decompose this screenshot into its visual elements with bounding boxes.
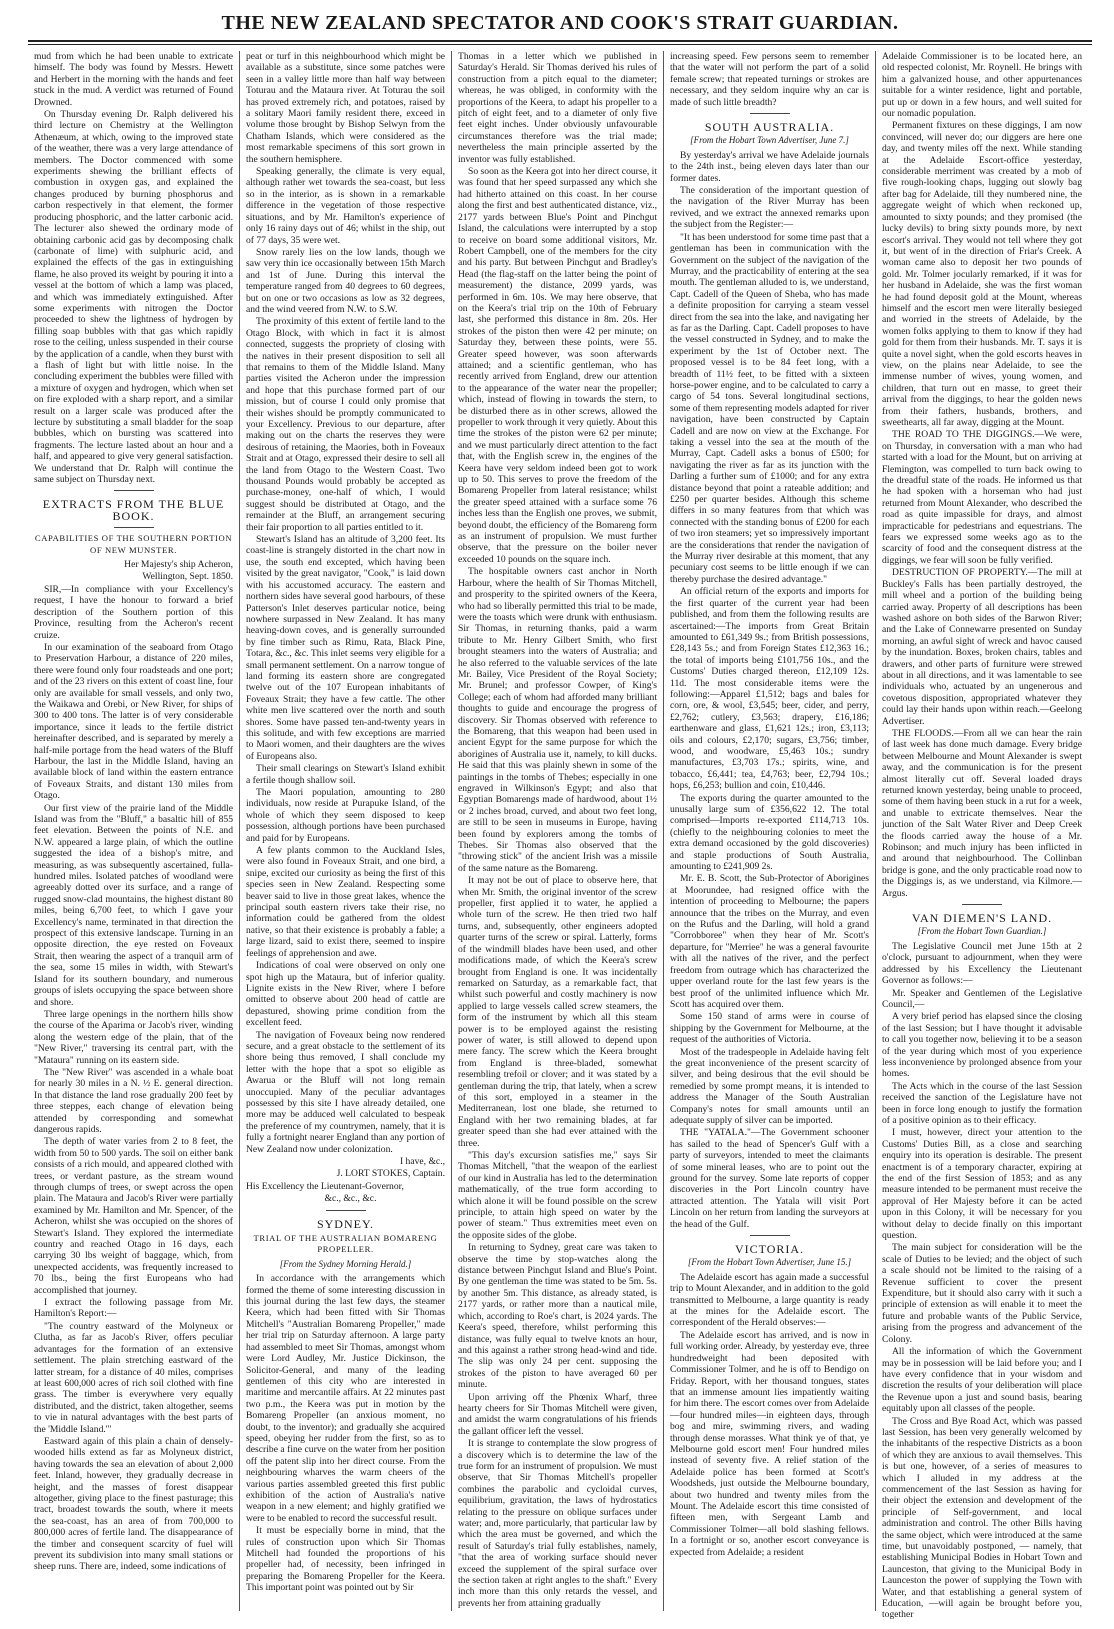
column-5 xyxy=(876,51,1088,1621)
paragraph: Indications of coal were observed on only one spot high up the Mataura, but of inferior quality. Lignite exists in the New River, where I before omitted to observe about 200 head of cattle are depastured, showing prime condition from the excellent feed. xyxy=(246,960,445,1029)
column-3 xyxy=(452,51,664,1611)
paragraph: THE ROAD TO THE DIGGINGS.—We were, on Thursday, in conversation with a man who had started with a load for the Mount, but on arriving at Flemington, was compelled to turn back owing to the dreadful state of the roads. He informed us that he had spoken with a horseman who had just returned from Mount Alexander, who described the road as quite impassible for drays, and almost impracticable for pedestrians and equestrians. The fears we expressed some weeks ago as to the scarcity of food and the consequent distress at the diggings, we fear will soon be fully verified. xyxy=(882,429,1082,566)
section-title: SOUTH AUSTRALIA. xyxy=(704,120,835,135)
paragraph: The consideration of the important question of the navigation of the River Murray has been revived, and we extract the annexed remarks upon the subject from the Register:— xyxy=(670,185,869,231)
paragraph: Three large openings in the northern hills show the course of the Aparima or Jacob's river, winding along the western edge of the plain, that of the "New River," traversing its central part, with the "Mataura" running on its eastern side. xyxy=(34,1008,233,1066)
section-title: VAN DIEMEN'S LAND. xyxy=(911,911,1053,926)
sub-title: CAPABILITIES OF THE SOUTHERN PORTION OF NEW MUNSTER. xyxy=(34,533,233,555)
masthead-rule xyxy=(28,40,1092,45)
paragraph: It must be especially borne in mind, that the rules of construction upon which Sir Thomas Mitchell had founded the proportions of his propeller had, of necessity, been infringed in preparing the Bomareng Propeller for the Keera. This important point was pointed out by Sir xyxy=(246,1525,445,1594)
paragraph: Permanent fixtures on these diggings, I am now convinced, will never do; our diggers are here one day, and twenty miles off the next. While standing at the Adelaide Escort-office yesterday, considerable merriment was created by a mob of five rough-looking chaps, lugging out slowly bag after bag for Adelaide, till they numbered nine, the aggregate weight of which when reckoned up, amounted to sixty pounds; and they promised (the lucky devils) to bring sixty pounds more, by next escort's arrival. They would not tell where they got it, but went of in the direction of Friar's Creek. A woman came also to deposit her two pounds of gold. Mr. Tolmer jocularly remarked, if it was for her husband in Adelaide, she was the first woman he had found deposit gold at the Mount, whereas himself and the escort men were literally besieged and worried in the streets of Adelaide, by the women folks applying to them to know if they had gold for them from their husbands. Mr. T. says it is quite a novel sight, when the gold escorts heaves in view, on the plains near Adelaide, to see the immense number of wives, young women, and children, that turn out en masse, to greet their arrival from the diggings, to hear the golden news from their fathers, husbands, brothers, and sweethearts, all far away, digging at the Mount. xyxy=(882,120,1082,428)
divider xyxy=(750,1235,790,1236)
divider xyxy=(750,113,790,114)
paragraph: "This day's excursion satisfies me," says Sir Thomas Mitchell, "that the weapon of the earliest of our kind in Australia has led to the determination mathematically, of the true form according to which alone it will be found possible on the screw principle, to attain high speed on water by the power of steam." Thus extremities meet even on the opposite sides of the globe. xyxy=(458,1150,657,1241)
columns xyxy=(28,51,1092,1621)
paragraph: The Maori population, amounting to 280 individuals, now reside at Purapuke Island, of the whole of which they seem disposed to keep possession, although portions have been purchased and paid for by Europeans. xyxy=(246,787,445,844)
paragraph: Mr. Speaker and Gentlemen of the Legislative Council,— xyxy=(882,987,1082,1010)
paragraph: "The country eastward of the Molyneux or Clutha, as far as Jacob's River, offers peculiar advantages for the formation of an extensive settlement. The plain stretching eastward of the latter stream, for a distance of 40 miles, comprises at least 600,000 acres of rich soil clothed with fine grass. The timber is everywhere very equally distributed, and the district, taken altogether, seems to vie in natural advantages with the best parts of the 'Middle Island.'" xyxy=(34,1320,233,1435)
paragraph: Eastward again of this plain a chain of densely-wooded hills extend as far as Molyneux district, having towards the sea an elevation of about 2,000 feet. Inland, however, they gradually decrease in height, and the masses of forest disappear altogether, giving place to the finest pasturage; this tract, broadest towards the south, where it meets the sea-coast, has an area of from 700,000 to 800,000 acres of fertile land. The disappearance of the timber and consequent scarcity of fuel will prevent its subdivision into many small stations or sheep runs. There are, indeed, some indications of xyxy=(34,1435,233,1573)
paragraph: I extract the following passage from Mr. Hamilton's Report:— xyxy=(34,1297,233,1320)
ship-line: Her Majesty's ship Acheron, xyxy=(124,559,233,571)
column-4 xyxy=(664,51,876,1611)
paragraph: The navigation of Foveaux being now rendered secure, and a great obstacle to the settlement of its shore being thus removed, I shall conclude my letter with the hope that a spot so eligible as Awarua or the Bluff will not long remain unoccupied. Many of the peculiar advantages possessed by this site I have already detailed, one more may be adduced well calculated to bespeak the preference of my countrymen, namely, that it is fully a fortnight nearer England than any portion of New Zealand now under colonization. xyxy=(246,1029,445,1155)
paragraph: The Adelaide escort has again made a successful trip to Mount Alexander, and in addition to the gold transmitted to Melbourne, a large quantity is ready at the mines for the Adelaide escort. The correspondent of the Herald observes:— xyxy=(670,1271,869,1329)
paragraph: Thomas in a letter which we published in Saturday's Herald. Sir Thomas derived his rules of construction from a pitch equal to the diameter; whereas, he was obliged, in conformity with the proportions of the Keera, to adapt his propeller to a pitch of eight feet, and to a diameter of only five feet eight inches. Under obviously unfavourable circumstances therefore was the trial made; nevertheless the main principle asserted by the inventor was fully established. xyxy=(458,51,657,165)
paragraph: Most of the tradespeople in Adelaide having felt the great inconvenience of the present scarcity of silver, and being desirous that the evil should be remedied by some prompt means, it is intended to address the Manager of the South Australian Company's notes for small amounts until an adequate supply of silver can be imported. xyxy=(670,1046,869,1126)
paragraph: All the information of which the Government may be in possession will be laid before you; and I have every confidence that in your wisdom and discretion the results of your deliberation will place the Revenue upon a just and sound basis, bearing equitably upon all classes of the people. xyxy=(882,1346,1082,1415)
addressee: His Excellency the Lieutenant-Governor, xyxy=(246,1180,404,1192)
paragraph: The Acts which in the course of the last Session received the sanction of the Legislature have not been in force long enough to justify the formation of a positive opinion as to their efficacy. xyxy=(882,1080,1082,1126)
sub-title: TRIAL OF THE AUSTRALIAN BOMARENG PROPELLER. xyxy=(253,1233,438,1255)
paragraph: The main subject for consideration will be the scale of Duties to be levied; and the object of such a scale should not be limited to the raising of a Revenue sufficient to cover the present Expenditure, but it should also carry with it such a principle of extension as will enable it to meet the future and probable wants of the Public Service, arising from the progress and advancement of the Colony. xyxy=(882,1242,1082,1345)
divider xyxy=(114,527,154,528)
paragraph: It is strange to contemplate the slow progress of a discovery which is to determine the law of the true form for an instrument of propulsion. We must observe, that Sir Thomas Mitchell's propeller combines the parabolic and cycloidal curves, equilibrium, gravitation, the laws of hydrostatics relating to the pressure on oblique surfaces under water; and, more particularly, that particular law by which the area must be governed, and which the result of Saturday's trial fully establishes, namely, "that the area of working surface should never exceed the supplement of the spiral surface over the section taken at right angles to the shaft." Every inch more than this only retards the vessel, and prevents her from attaining gradually xyxy=(458,1438,657,1609)
paragraph: Speaking generally, the climate is very equal, although rather wet towards the sea-coast, but less so in the interior, as is shown in a remarkable difference in the vegetation of those respective situations, and by Mr. Hamilton's experience of only 16 rainy days out of 46; whilst in the ship, out of 77 days, 35 were wet. xyxy=(246,166,445,246)
paragraph: "It has been understood for some time past that a gentleman has been in communication with the Government on the subject of the navigation of the Murray, and the practicability of entering at the sea mouth. The gentleman alluded to is, we understand, Capt. Cadell of the Queen of Sheba, who has made a definite proposition for carrying a steam vessel direct from the sea into the lake, and navigating her as far as the Darling. Capt. Cadell proposes to have the vessel constructed in Sydney, and to make the experiment by the 1st of October next. The proposed vessel is to be 84 feet long, with a breadth of 11½ feet, to be fitted with a sixteen horse-power engine, and to be calculated to carry a cargo of 54 tons. Several longitudinal sections, some of them representing models adapted for river navigation, have been constructed by Captain Cadell and are now on view at the Exchange. For taking a vessel into the sea at the mouth of the Murray, Capt. Cadell asks a bonus of £500; for navigating the river as far as its junction with the Darling a further sum of £1000; and for any extra distance beyond that point a rateable addition; and £250 per quarter besides. Although this scheme differs in so many features from that which was connected with the standing bonus of £200 for each of two iron steamers; yet so impressively important are the considerations that render the navigation of the Murray river desirable at this moment, that any pecuniary cost seems to be little enough if we can thereby purchase the desired advantage." xyxy=(670,231,869,585)
paragraph: The Adelaide escort has arrived, and is now in full working order. Already, by yesterday eve, three hundredweight had been deposited with Commissioner Tolmer, and he is off to Bendigo on Friday. Report, with her thousand tongues, states that an immense amount lies impatiently waiting for him there. The escort comes over from Adelaide—four hundred miles—in eighteen days, through bog and mire, swimming rivers, and wading through dense morasses. What think ye of that, ye Melbourne gold escort men! Four hundred miles instead of seventy five. A relief station of the Adelaide police has been formed at Scott's Woodsheds, just outside the Melbourne boundary, about two hundred and twenty miles from the Mount. The Adelaide escort this time consisted of fifteen men, with Sergeant Lamb and Commissioner Tolmer—all bold slashing fellows. In a fortnight or so, another escort conveyance is expected from Adelaide; a resident xyxy=(670,1329,869,1558)
paragraph: peat or turf in this neighbourhood which might be available as a substitute, since some patches were seen in a valley little more than half way between Toturau and the Mataura river. At Toturau the soil has proved extremely rich, and potatoes, raised by a solitary Maori family resident there, exceed in volume those brought by Bishop Selwyn from the Chatham Islands, which were considered as the most remarkable specimens of this sort grown in the southern hemisphere. xyxy=(246,51,445,165)
signature-line: I have, &c., xyxy=(399,1156,445,1167)
paragraph: The Cross and Bye Road Act, which was passed last Session, has been very generally welcomed by the inhabitants of the respective Districts as a boon of which they are anxious to avail themselves. This is but one, however, of a series of measures to which I alluded in my address at the commencement of the last Session as having for their object the extension and development of the principle of Self-government, and local administration and control. The other Bills having the same object, which were introduced at the same time, but unavoidably postponed, — namely, that establishing Municipal Bodies in Hobart Town and Launceston, that giving to the Municipal Body in Launceston the power of supplying the Town with Water, and that establishing a general system of Education, —will again be brought before you, together xyxy=(882,1415,1082,1621)
paragraph: Stewart's Island has an altitude of 3,200 feet. Its coast-line is strangely distorted in the chart now in use, the south end excepted, which having been visited by the great navigator, "Cook," is laid down with his accustomed accuracy. The eastern and northern sides have several good harbours, of these Patterson's Inlet deserves particular notice, being nowhere surpassed in New Zealand. It has many heaving-down coves, and is generally surrounded by fine timber such as Rimu, Rata, Black Pine, Totara, &c., &c. This inlet seems very eligible for a small permanent settlement. On a narrow tongue of land forming its eastern shore are congregated twelve out of the 107 European inhabitants of Foveaux Strait; they have a few cattle. The other white men live scattered over the north and south shores. Some have passed ten-and-twenty years in this solitude, and with few exceptions are married to Maori women, and their daughters are the wives of Europeans also. xyxy=(246,534,445,762)
column-2 xyxy=(240,51,452,1611)
source-line: [From the Hobart Town Guardian.] xyxy=(917,926,1047,937)
source-line: [From the Sydney Morning Herald.] xyxy=(279,1258,412,1269)
paragraph: A few plants common to the Auckland Isles, were also found in Foveaux Strait, and one bird, a snipe, excited our curiosity as being the first of this species seen in New Zealand. Respecting some beaver said to live in those great lakes, whence the principal south eastern rivers take their rise, no information could be gathered from the oldest native, so that their existence is probably a fable; a large lizard, said to exist there, seemed to inspire feelings of apprehension and awe. xyxy=(246,845,445,959)
paragraph: THE "YATALA."—The Government schooner has sailed to the head of Spencer's Gulf with a party of surveyors, intended to meet the claimants of some mineral leases, who are to point out the ground for the survey. Some late reports of copper discoveries in the Port Lincoln country have attracted attention. The Yatala will visit Port Lincoln on her return from landing the surveyors at the head of the Gulf. xyxy=(670,1127,869,1230)
paragraph: Mr. E. B. Scott, the Sub-Protector of Aborigines at Moorundee, had resigned office with the intention of proceeding to Melbourne; the papers announce that the tribes on the Murray, and even on the Rufus and the Darling, will hold a grand "Corrobboree" when they hear of Mr. Scott's departure, for "Merriee" he was a general favourite with all the natives of the river, and the perfect freedom from outrage which has characterized the upper overland route for the last few years is the best proof of the unlimited influence which Mr. Scott has acquired over them. xyxy=(670,873,869,1010)
paragraph: Adelaide Commissioner is to be located here, an old respected colonist, Mr. Roynell. He brings with him a galvanized house, and other appurtenances suitable for a winter residence, light and portable, put up or down in a few hours, and well suited for our nomadic population. xyxy=(882,51,1082,120)
paragraph: The Legislative Council met June 15th at 2 o'clock, pursuant to adjournment, when they were addressed by his Excellency the Lieutenant Governor as follows:— xyxy=(882,940,1082,987)
divider xyxy=(962,904,1002,905)
paragraph: SIR,—In compliance with your Excellency's request, I have the honour to forward a brief description of the Southern portion of this Province, resulting from the Acheron's recent cruize. xyxy=(34,583,233,641)
paragraph: Some 150 stand of arms were in course of shipping by the Government for Melbourne, at the request of the authorities of Victoria. xyxy=(670,1011,869,1046)
paragraph: The "New River" was ascended in a whale boat for nearly 30 miles in a N. ½ E. general direction. In that distance the land rose gradually 200 feet by three steppes, each change of elevation being attended by corresponding and somewhat dangerous rapids. xyxy=(34,1066,233,1135)
section-title: SYDNEY. xyxy=(316,1216,375,1231)
paragraph: THE FLOODS.—From all we can hear the rain of last week has done much damage. Every bridge between Melbourne and Mount Alexander is swept away, and the communication is for the present almost literally cut off. Several loaded drays returned known yesterday, being unable to proceed, some of them having been stuck in a rut for a week, and unable to extricate themselves. Near the junction of the Salt Water River and Deep Creek the floods carried away the house of a Mr. Robinson; and much injury has been inflicted in and around that neighbourhood. The Collinban bridge is gone, and the only practicable road now to the Diggings is, as we understand, via Kilmore.—Argus. xyxy=(882,727,1082,899)
divider xyxy=(114,490,154,491)
paragraph: I must, however, direct your attention to the Customs' Duties Bill, as a close and searching enquiry into its operation is desirable. The present enactment is of a temporary character, expiring at the end of the first Session of 1853; and as any measure intended to be permanent must receive the approval of Her Majesty before it can be acted upon in this Colony, it will be necessary for you without delay to decide finally on this important question. xyxy=(882,1127,1082,1242)
paragraph: In our examination of the seaboard from Otago to Preservation Harbour, a distance of 220 miles, there were found only four roadsteads and one port; and of the 23 rivers on this extent of coast line, four only are available for small vessels, and only two, the Waikawa and Orebi, or New River, for ships of 300 to 400 tons. The latter is of very considerable importance, since it leads to the fertile district hereinafter described, and is separated by merely a half-mile portage from the head waters of the Bluff Harbour, the last in the Middle Island, having an available block of land within the eastern entrance of Foveaux Straits, and distant 130 miles from Otago. xyxy=(34,641,233,802)
paragraph: So soon as the Keera got into her direct course, it was found that her speed surpassed any which she had hitherto attained on this coast. In her course along the first and best authenticated distance, viz., 2177 yards between Blue's Point and Pinchgut Island, the calculations were interrupted by a stop to receive on board some additional visitors, Mr. Robert Campbell, one of the members for the city and his party. But between Pinchgut and Bradley's Head (the flag-staff on the latter being the point of measurement) the distance, 2099 yards, was performed in 6m. 10s. We may here observe, that on the Keera's trial trip on the 10th of February last, she performed this distance in 8m. 20s. Her strokes of the piston then were 42 per minute; on Saturday they, between these points, were 55. Greater speed however, was soon afterwards attained; and a scientific gentleman, who has recently arrived from England, drew our attention to the appearance of the water near the propeller; which, instead of flowing in towards the stern, to be disturbed there as in other screws, allowed the propeller to work through it very quietly. About this time the strokes of the piston were 62 per minute; and we must particularly direct attention to the fact that, with the English screw in, the engines of the Keera have very seldom indeed been got to work up to 50. This serves to prove the freedom of the Bomareng Propeller from lateral resistance; whilst the greater speed attained with a surface some 76 inches less than the English one proves, we submit, beyond doubt, the efficiency of the Bomareng form as an instrument of propulsion. We must further observe, that the pressure on the boiler never exceeded 10 pounds on the square inch. xyxy=(458,166,657,565)
source-line: [From the Hobart Town Advertiser, June 7.] xyxy=(690,135,849,146)
paragraph: Their small clearings on Stewart's Island exhibit a fertile though shallow soil. xyxy=(246,763,445,786)
column-1 xyxy=(28,51,240,1611)
paragraph: Snow rarely lies on the low lands, though we saw very thin ice occasionally between 15th March and 1st of June. During this interval the temperature ranged from 40 degrees to 60 degrees, but on one or two occasions as low as 32 degrees, and the wind veered from N.W. to S.W. xyxy=(246,246,445,315)
paragraph: The proximity of this extent of fertile land to the Otago Block, with which in fact it is almost connected, suggests the propriety of closing with the natives in their present disposition to sell all that remains to them of the Middle Island. Many parties visited the Acheron under the impression and hope that this purchase formed part of our mission, but of course I could only promise that their wishes should be promptly communicated to your Excellency. Previous to our departure, after making out on the charts the reserves they were desirous of retaining, the Maories, both in Foveaux Strait and at Otago, expressed their desire to sell all the land from Otago to the Western Coast. Two thousand Pounds would probably be accepted as purchase-money, one-half of which, I would suggest should be distributed at Otago, and the remainder at the Bluff, an arrangement securing their fair proportion to all parties entitled to it. xyxy=(246,316,445,533)
section-title: EXTRACTS FROM THE BLUE BOOK. xyxy=(42,497,225,523)
addressee-etc: &c., &c., &c. xyxy=(324,1193,377,1205)
paragraph: By yesterday's arrival we have Adelaide journals to the 24th inst., being eleven days later than our former dates. xyxy=(670,149,869,184)
paragraph: On Thursday evening Dr. Ralph delivered his third lecture on Chemistry at the Wellington Athenæum, at which, owing to the improved state of the weather, there was a very large attendance of members. The Doctor commenced with some experiments shewing the brilliant effects of combustion in oxygen gas, and explained the changes produced by burning phosphorus and carbon respectively in that element, the former producing phosphoric, and the latter carbonic acid. The lecturer also shewed the ordinary mode of obtaining carbonic acid gas by decomposing chalk (carbonate of lime) with sulphuric acid, and explained the effects of the gas in extinguishing flame, he also proved its weight by pouring it into a vessel at the bottom of which a lamp was placed, and which was immediately extinguished. After some experiments with nitrogen the Doctor proceeded to shew the lightness of hydrogen by filling soap bubbles with that gas which rapidly rose to the ceiling, unless suspended in their course by the application of a candle, when they burst with a flash of light but with little noise. In the concluding experiment the bubbles were filled with a mixture of oxygen and hydrogen, which when set on fire exploded with a sharp report, and a similar result on a larger scale was produced after the lecture by substituting a small bladder for the soap bubbles, which on bursting was scattered into fragments. The lecture lasted about an hour and a half, and appeared to give very general satisfaction. We understand that Dr. Ralph will continue the same subject on Thursday next. xyxy=(34,109,233,486)
signature-name: J. LORT STOKES, Captain. xyxy=(336,1168,445,1180)
paragraph: Our first view of the prairie land of the Middle Island was from the "Bluff," a basaltic hill of 855 feet elevation. Between the points of N.E. and N.W. appeared a large plain, of which the outline suggested the idea of a bishop's mitre, and measuring, as was subsequently ascertained, fulla-hundred miles. Isolated patches of woodland were agreeably dotted over its surface, and a range of rugged snow-clad mountains, the highest distant 80 miles, being 6,700 feet, to which I gave your Excellency's name, terminated in that direction the prospect of this extensive landscape. Turning in an opposite direction, the eye rested on Foveaux Strait, then wearing the aspect of a tranquil arm of the sea, some 15 miles in width, with Stewart's Island for its southern boundary, and numerous groups of islets occupying the space between shore and shore. xyxy=(34,802,233,1008)
source-line: [From the Hobart Town Advertiser, June 15.] xyxy=(687,1257,852,1268)
paragraph: mud from which he had been unable to extricate himself. The body was found by Messrs. Hewett and Herbert in the morning with the hands and feet stuck in the mud. A verdict was returned of Found Drowned. xyxy=(34,51,233,108)
paragraph: In returning to Sydney, great care was taken to observe the time by stop-watches along the distance between Pinchgut Island and Blue's Point. By one gentleman the time was stated to be 5m. 5s. by another 5m. This distance, as already stated, is 2177 yards, or rather more than a nautical mile, which, according to Roe's chart, is 2024 yards. The Keera's speed, therefore, whilst performing this distance, was fully equal to twelve knots an hour, and this against a rather strong head-wind and tide. The slip was only 24 per cent. supposing the strokes of the piston to have averaged 60 per minute. xyxy=(458,1242,657,1391)
paragraph: A very brief period has elapsed since the closing of the last Session; but I have thought it advisable to call you together now, believing it to be a season of the year during which most of you experience less inconvenience by prolonged absence from your homes. xyxy=(882,1011,1082,1080)
paragraph: The depth of water varies from 2 to 8 feet, the width from 50 to 500 yards. The soil on either bank consists of a rich mould, and appeared clothed with trees, or verdant pasture, as the stream wound through clumps of trees, or swept across the open plain. The Mataura and Jacob's River were partially examined by Mr. Hamilton and Mr. Spencer, of the Acheron, whilst she was occupied on the shores of Stewart's Island. They explored the intermediate country and reached Otago in 16 days, each carrying 30 lbs weight of baggage, which, from unexpected accidents, was frequently increased to 70 lbs., being the first Europeans who had accomplished that journey. xyxy=(34,1136,233,1296)
dateline: Wellington, Sept. 1850. xyxy=(142,571,233,583)
paragraph: It may not be out of place to observe here, that when Mr. Smith, the original inventor of the screw propeller, first applied it to water, he applied a whole turn of the screw. He then tried two half turns, and, subsequently, other engineers adopted quarter turns of the screw or spiral. Latterly, forms of the windmill blades have been used, and other modifications made, of which the Keera's screw brought from England is one. It was incidentally remarked on Saturday, as a remarkable fact, that whilst such powerful and costly machinery is now applied to large vessels called screw steamers, the form of the instrument by which all this steam power is to be employed against the resisting power of water, is still allowed to depend upon mere fancy. The screw which the Keera brought from England is three-bladed, somewhat resembling trefoil or clover; and it was stated by a gentleman during the trip, that lately, when a screw of this sort, employed in a steamer in the Mediterranean, lost one blade, she returned to England with her two remaining blades, at far greater speed than she had ever attained with the three. xyxy=(458,875,657,1149)
paragraph: increasing speed. Few persons seem to remember that the water will not perform the part of a solid female screw; that repeated turnings or strokes are necessary, and they seldom inquire why an car is made of such little breadth? xyxy=(670,51,869,108)
paragraph: An official return of the exports and imports for the first quarter of the current year had been published, and from them the following results are ascertained:—The imports from Great Britain amounted to £61,349 9s.; from British possessions, £28,143 5s.; and from Foreign States £12,363 16.; the total of imports being £101,756 10s., and the Customs' Duties charged thereon, £12,109 12s. 11d. The most considerable items were the following:—Apparel £1,512; bags and bales for corn, ore, & wool, £3,545; beer, cider, and perry, £2,762; cutlery, £3,563; drapery, £16,186; earthenware and glass, £1,621 12s.; iron, £3,113; oils and colours, £2,170; sugars, £3,756; timber, wood, and woodware, £5,463 10s.; sundry manufactures, £3,703 17s.; spirits, wine, and tobacco, £6,441; tea, £4,763; beer, £2,794 10s.; hops, £6,253; bullion and coin, £10,446. xyxy=(670,586,869,792)
paragraph: In accordance with the arrangements which formed the theme of some interesting discussion in this journal during the last few days, the steamer Keera, which had been fitted with Sir Thomas Mitchell's "Australian Bomareng Propeller," made her trial trip on Saturday afternoon. A large party had assembled to meet Sir Thomas, amongst whom were Lord Audley, Mr. Justice Dickinson, the Solicitor-General, and many of the leading gentlemen of this city who are interested in maritime and mercantile affairs. At 22 minutes past two p.m., the Keera was put in motion by the Bomareng Propeller (an anxious moment, no doubt, to the inventor); and gradually she acquired speed, obeying her rudder from the first, so as to describe a fine curve on the water from her position off the patent slip into her direct course. From the neighbouring wharves the warm cheers of the various parties assembled greeted this first public exhibition of the action of Australia's native weapon in a new element; and highly gratified we were to be enabled to record the successful result. xyxy=(246,1273,445,1524)
paragraph: Upon arriving off the Phœnix Wharf, three hearty cheers for Sir Thomas Mitchell were given, and amidst the warm congratulations of his friends the gallant officer left the vessel. xyxy=(458,1391,657,1437)
paragraph: DESTRUCTION OF PROPERTY.—The mill at Buckley's Falls has been partially destroyed, the mill wheel and a portion of the building being carried away. Property of all descriptions has been washed ashore on both sides of the Barwon River; and the Lake of Connewarre presented on Sunday morning, an awful sight of wreck and havoc caused by the inundation. Boxes, broken chairs, tables and drawers, and other parts of furniture were strewed about in all directions, and it was lamentable to see individuals who, actuated by an ungenerous and covetous disposition, appropriated whatever they could lay their hands upon within reach.—Geelong Advertiser. xyxy=(882,567,1082,727)
masthead: THE NEW ZEALAND SPECTATOR AND COOK'S STRAIT GUARDIAN. xyxy=(221,12,899,34)
divider xyxy=(326,1210,366,1211)
paragraph: The hospitable owners cast anchor in North Harbour, where the health of Sir Thomas Mitchell, and prosperity to the spirited owners of the Keera, who had so liberally permitted this trial to be made, were the toasts which were drunk with enthusiasm. Sir Thomas, in returning thanks, paid a warm tribute to Mr. Henry Gilbert Smith, who first brought steamers into the waters of Australia; and he also referred to the valuable services of the late Mr. Bailey, Vice President of the Royal Society; Mr. Brunel; and professor Cowper, of King's College; each of whom had afforded many brilliant thoughts to guide and encourage the progress of discovery. Sir Thomas observed with reference to the Bomareng, that this weapon had been used in ancient Egypt for the same purpose for which the aborigines of Australia use it, namely, to kill ducks. He said that this was plainly shewn in some of the paintings in the tombs of Thebes; especially in one engraved in Wilkinson's Egypt; and also that Egyptian Bomarengs made of hardwood, about 1½ or 2 inches broad, curved, and about two feet long, are still to be seen in museums in Europe, having been found by explorers among the tombs of Thebes. Sir Thomas also observed that the "throwing stick" of the ancient Irish was a missile of the same nature as the Bomareng. xyxy=(458,566,657,874)
section-title: VICTORIA. xyxy=(734,1242,805,1257)
paragraph: The exports during the quarter amounted to the unusally large sum of £356,622 12. The total comprised—Imports re-exported £114,713 10s. (chiefly to the neighbouring colonies to meet the extra demand occasioned by the gold discoveries) and staple productions of South Australia, amounting to £241,909 2s. xyxy=(670,792,869,873)
